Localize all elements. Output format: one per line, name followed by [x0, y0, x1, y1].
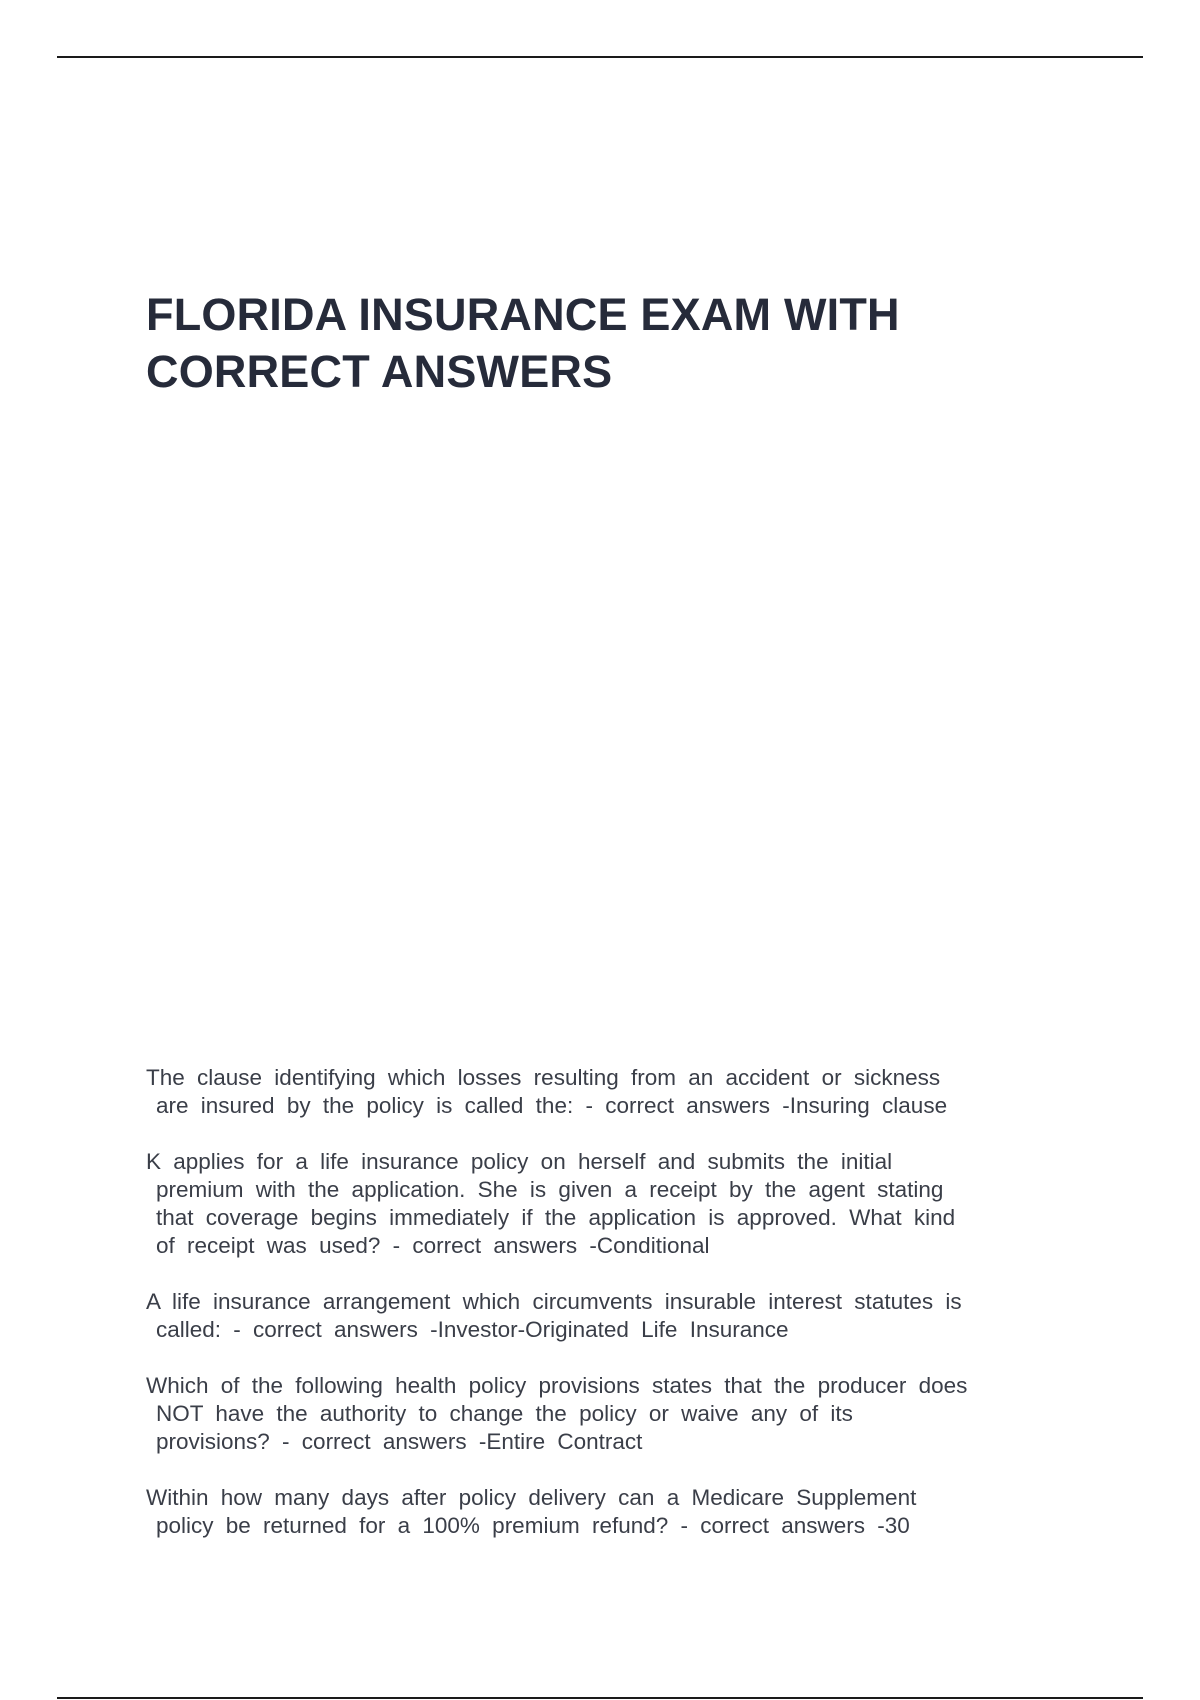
- qa-item: [146, 1148, 1076, 1260]
- qa-line: called: - correct answers -Investor-Originated Life Insurance: [156, 1317, 789, 1342]
- qa-line: NOT have the authority to change the policy or waive any of its: [156, 1401, 853, 1426]
- title-line: CORRECT ANSWERS: [146, 346, 613, 397]
- qa-item: [146, 1372, 1076, 1456]
- qa-line: are insured by the policy is called the: - correct answers -Insuring clause: [156, 1093, 948, 1118]
- qa-item: [146, 1064, 1076, 1120]
- qa-line: premium with the application. She is given a receipt by the agent stating: [156, 1177, 944, 1202]
- qa-line: K applies for a life insurance policy on herself and submits the initial: [146, 1149, 893, 1174]
- document-title: [146, 286, 1106, 400]
- qa-line: of receipt was used? - correct answers -Conditional: [156, 1233, 710, 1258]
- top-divider: [57, 56, 1143, 58]
- qa-line: A life insurance arrangement which circumvents insurable interest statutes is: [146, 1289, 962, 1314]
- qa-item: [146, 1484, 1076, 1540]
- qa-line: The clause identifying which losses resulting from an accident or sickness: [146, 1065, 941, 1090]
- qa-line: Within how many days after policy delivery can a Medicare Supplement: [146, 1485, 917, 1510]
- qa-line: Which of the following health policy provisions states that the producer does: [146, 1373, 968, 1398]
- bottom-divider: [57, 1697, 1143, 1699]
- qa-item: [146, 1288, 1076, 1344]
- qa-line: that coverage begins immediately if the application is approved. What kind: [156, 1205, 956, 1230]
- qa-list: [146, 1064, 1076, 1568]
- qa-line: policy be returned for a 100% premium refund? - correct answers -30: [156, 1513, 910, 1538]
- qa-line: provisions? - correct answers -Entire Contract: [156, 1429, 643, 1454]
- title-line: FLORIDA INSURANCE EXAM WITH: [146, 289, 900, 340]
